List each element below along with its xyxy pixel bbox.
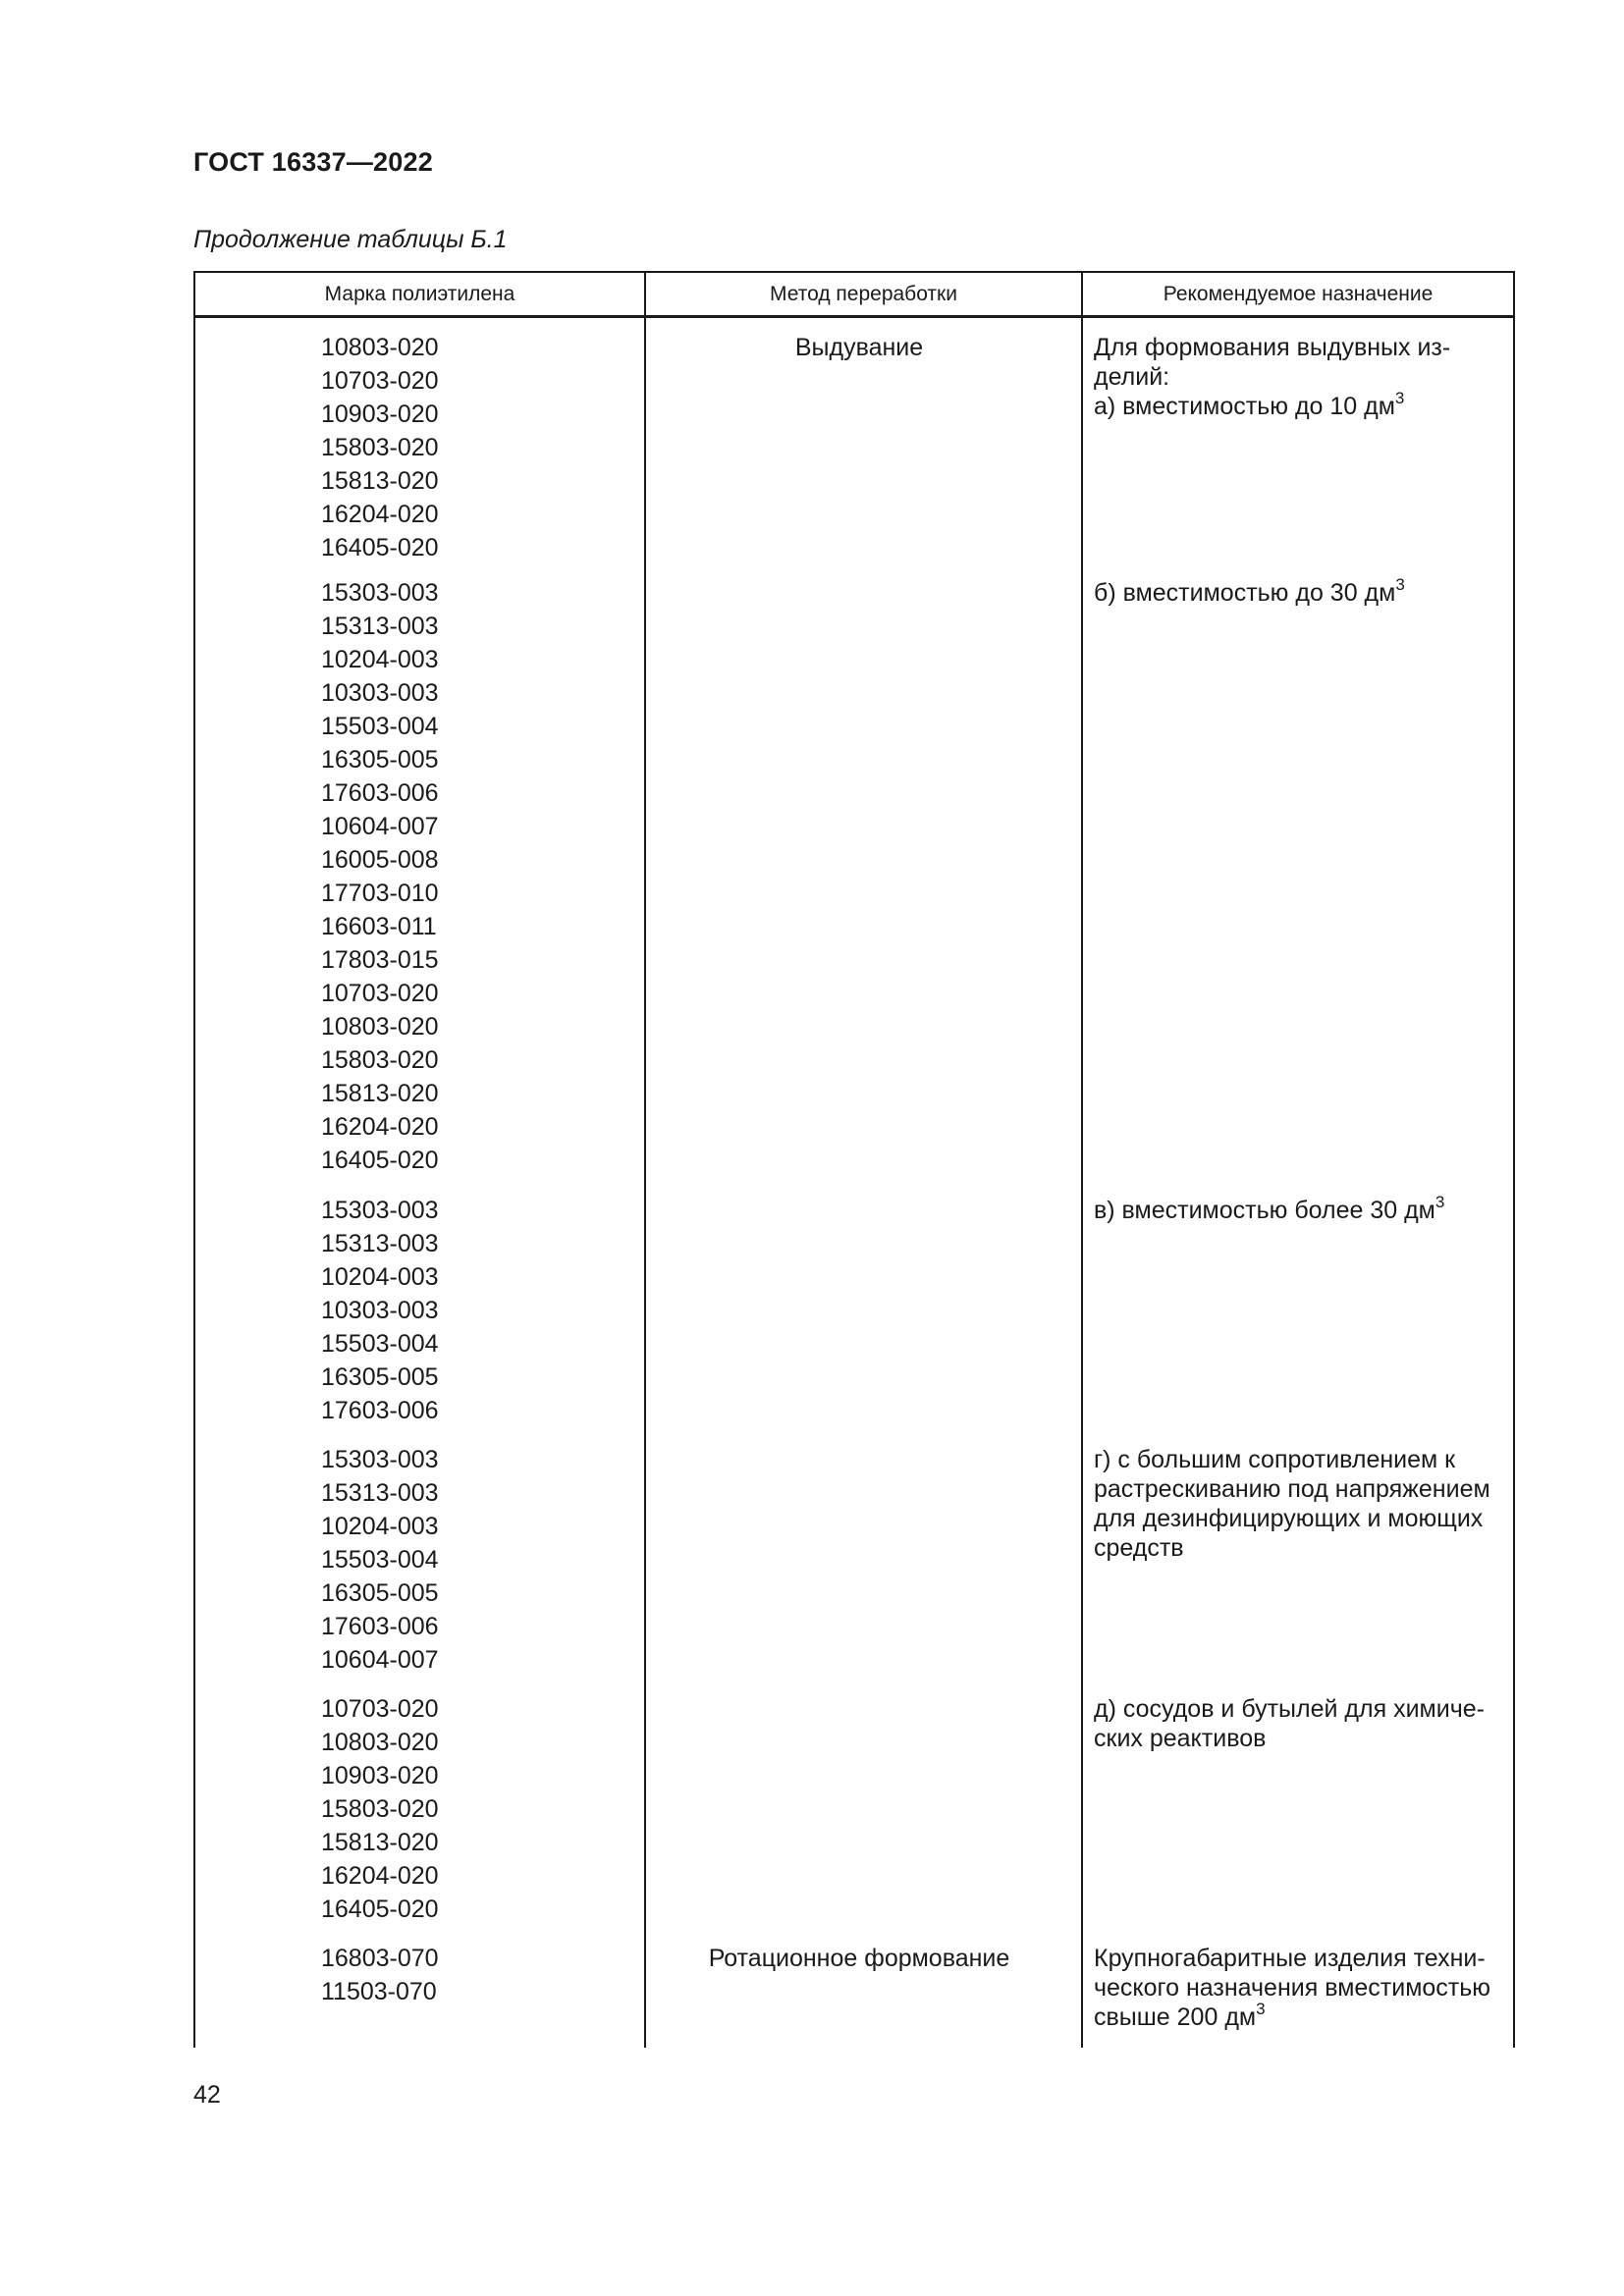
grade-item: 10604-007: [321, 1646, 439, 1674]
grade-item: 15303-003: [321, 1197, 439, 1224]
grade-item: 10903-020: [321, 1762, 439, 1789]
grade-item: 16305-005: [321, 1579, 439, 1607]
table: [193, 271, 1515, 2048]
grade-item: 17603-006: [321, 1613, 439, 1640]
document-title: ГОСТ 16337—2022: [193, 147, 433, 177]
grade-item: 10703-020: [321, 1695, 439, 1723]
grade-item: 15503-004: [321, 1546, 439, 1574]
purpose-line: ских реактивов: [1094, 1725, 1267, 1752]
grade-item: 15803-020: [321, 1795, 439, 1823]
column-header-purpose: Рекомендуемое назначение: [1163, 283, 1434, 305]
grade-item: 15813-020: [321, 467, 439, 495]
grade-item: 17803-015: [321, 946, 439, 974]
grade-item: 16405-020: [321, 534, 439, 561]
superscript: 3: [1435, 1192, 1445, 1211]
grade-item: 15313-003: [321, 1230, 439, 1257]
grade-item: 16204-020: [321, 1862, 439, 1890]
grade-item: 15803-020: [321, 434, 439, 461]
method-cell: Ротационное формование: [708, 1945, 1010, 1972]
purpose-line: [1094, 1194, 1506, 1227]
purpose-text: в) вместимостью более 30 дм: [1094, 1197, 1435, 1224]
grade-item: 15803-020: [321, 1046, 439, 1074]
grade-item: 10604-007: [321, 813, 439, 840]
superscript: 3: [1394, 388, 1405, 407]
grade-item: 15813-020: [321, 1080, 439, 1107]
purpose-line: Для формования выдувных из-: [1094, 334, 1451, 361]
purpose-line: [1094, 2001, 1506, 2034]
grade-item: 17703-010: [321, 880, 439, 907]
grade-item: 16305-005: [321, 746, 439, 774]
grade-item: 16803-070: [321, 1945, 439, 1972]
grade-item: 17603-006: [321, 1397, 439, 1424]
grade-item: 10903-020: [321, 400, 439, 428]
column-divider: [1081, 271, 1083, 2048]
grade-item: 16204-020: [321, 1113, 439, 1141]
superscript: 3: [1256, 1999, 1266, 2018]
page-number: 42: [193, 2081, 221, 2109]
grade-item: 15503-004: [321, 713, 439, 740]
grade-item: 16405-020: [321, 1896, 439, 1923]
grade-item: 10703-020: [321, 367, 439, 395]
purpose-line: для дезинфицирующих и моющих: [1094, 1505, 1484, 1532]
purpose-line: [1094, 390, 1506, 423]
grade-item: 10803-020: [321, 1013, 439, 1041]
purpose-text: а) вместимостью до 10 дм: [1094, 393, 1395, 420]
superscript: 3: [1395, 574, 1405, 594]
column-header-method: Метод переработки: [770, 283, 957, 305]
grade-item: 16005-008: [321, 846, 439, 874]
purpose-text: б) вместимостью до 30 дм: [1094, 579, 1396, 607]
grade-item: 10303-003: [321, 679, 439, 707]
table-header-separator: [193, 315, 1515, 318]
table-right-border: [1513, 271, 1515, 2048]
grade-list: [321, 1942, 517, 2008]
column-header-grade: Марка полиэтилена: [324, 283, 515, 305]
column-divider: [644, 271, 646, 2048]
grade-item: 10303-003: [321, 1297, 439, 1324]
purpose-line: д) сосудов и бутылей для химиче-: [1094, 1695, 1485, 1723]
purpose-line: г) с большим сопротивлением к: [1094, 1446, 1456, 1473]
purpose-line: средств: [1094, 1534, 1184, 1562]
grade-list: [321, 1443, 517, 1677]
purpose-line: делий:: [1094, 363, 1170, 391]
purpose-line: [1094, 576, 1506, 610]
purpose-line: растрескиванию под напряжением: [1094, 1475, 1490, 1503]
grade-item: 15303-003: [321, 579, 439, 607]
grade-item: 17603-006: [321, 779, 439, 807]
grade-item: 16603-011: [321, 913, 437, 940]
grade-item: 15303-003: [321, 1446, 439, 1473]
purpose-line: Крупногабаритные изделия техни-: [1094, 1945, 1486, 1972]
grade-item: 15313-003: [321, 1479, 439, 1507]
purpose-line: ческого назначения вместимостью: [1094, 1974, 1491, 2002]
grade-item: 15813-020: [321, 1829, 439, 1856]
grade-item: 10703-020: [321, 980, 439, 1007]
grade-item: 16305-005: [321, 1363, 439, 1391]
grade-item: 11503-070: [321, 1978, 437, 2005]
purpose-text: свыше 200 дм: [1094, 2003, 1257, 2031]
grade-item: 10204-003: [321, 1513, 439, 1540]
grade-list: [321, 1194, 517, 1427]
grade-item: 15503-004: [321, 1330, 439, 1358]
grade-list: [321, 1692, 517, 1926]
grade-item: 10204-003: [321, 1263, 439, 1291]
grade-list: [321, 331, 517, 564]
grade-item: 16405-020: [321, 1147, 439, 1174]
grade-item: 10803-020: [321, 334, 439, 361]
grade-item: 10803-020: [321, 1729, 439, 1756]
method-cell: Выдувание: [794, 334, 924, 361]
table-left-border: [193, 271, 195, 2048]
table-caption: Продолжение таблицы Б.1: [193, 226, 508, 253]
grade-item: 10204-003: [321, 646, 439, 673]
grade-item: 16204-020: [321, 501, 439, 528]
grade-list: [321, 576, 517, 1177]
grade-item: 15313-003: [321, 613, 439, 640]
